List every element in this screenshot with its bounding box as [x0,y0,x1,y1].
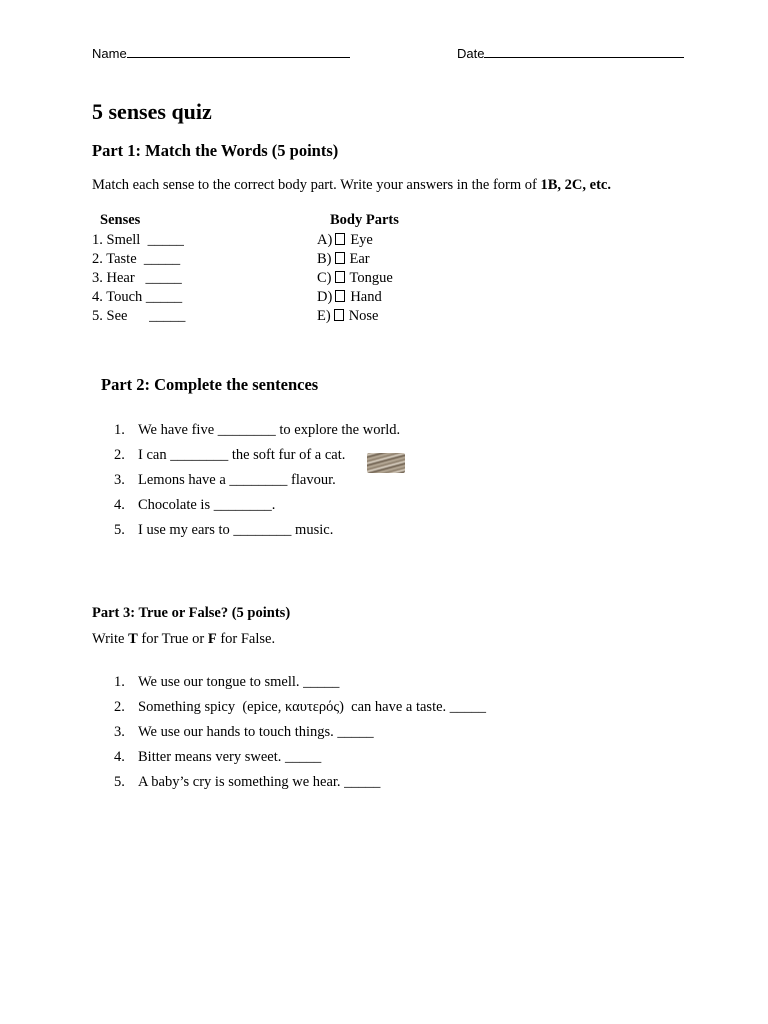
part2-list [92,420,400,545]
body-part-letter: B) [317,251,332,267]
sense-item: 2. Taste _____ [92,251,181,267]
list-item: 3. Lemons have a ________ flavour. [114,472,336,488]
list-item: 1. We have five ________ to explore the world. [114,422,401,438]
list-item: 5. A baby’s cry is something we hear. _____ [114,774,381,790]
statement-text: A baby’s cry is something we hear. _____ [138,774,381,790]
body-part-label: Ear [349,251,370,267]
list-item: 4. Bitter means very sweet. _____ [114,749,322,765]
body-part-item [317,250,393,269]
name-label: Name [92,46,127,61]
body-part-letter: D) [317,289,333,305]
part3-list [92,672,486,797]
date-label: Date [457,46,485,61]
part1-instruction-text: Match each sense to the correct body part. Write your answers in the form of [92,177,541,193]
part3-heading: Part 3: True or False? (5 points) [92,605,291,621]
date-line [484,44,684,58]
date-field[interactable] [457,44,684,61]
part3-instruction [92,631,275,648]
part1-instruction-format: 1B, 2C, etc. [540,177,611,193]
sentence-text: We have five ________ to explore the world. [138,422,401,438]
body-part-label: Tongue [349,270,393,286]
instruction-text: for False. [216,631,276,647]
body-part-item [317,307,393,326]
body-part-item [317,288,393,307]
sense-item: 4. Touch _____ [92,289,183,305]
missing-glyph-icon [335,271,345,283]
senses-list [92,231,185,326]
statement-text: We use our tongue to smell. _____ [138,674,340,690]
quiz-title: 5 senses quiz [92,99,212,124]
body-part-label: Nose [348,308,379,324]
instruction-text: Write [92,631,129,647]
body-part-letter: A) [317,232,333,248]
sense-item: 3. Hear _____ [92,270,182,286]
list-item: 2. I can ________ the soft fur of a cat. [114,447,346,463]
part2-heading: Part 2: Complete the sentences [101,375,319,394]
statement-text: Something spicy (epice, καυτερός) can have a taste. _____ [138,699,487,715]
statement-text: We use our hands to touch things. _____ [138,724,374,740]
body-part-label: Hand [350,289,382,305]
cat-fur-image [367,453,405,473]
body-part-letter: E) [317,308,331,324]
body-parts-list [317,231,393,326]
sense-item: 1. Smell _____ [92,232,184,248]
missing-glyph-icon [335,233,345,245]
part1-heading: Part 1: Match the Words (5 points) [92,141,339,160]
sentence-text: Chocolate is ________. [138,497,276,513]
list-item: 1. We use our tongue to smell. _____ [114,674,340,690]
body-part-item [317,269,393,288]
sentence-text: I use my ears to ________ music. [138,522,334,538]
missing-glyph-icon [335,252,345,264]
body-part-item [317,231,393,250]
list-item: 2. Something spicy (epice, καυτερός) can have a taste. _____ [114,699,487,715]
body-part-letter: C) [317,270,332,286]
statement-text: Bitter means very sweet. _____ [138,749,322,765]
body-part-label: Eye [350,232,373,248]
sentence-text: Lemons have a ________ flavour. [138,472,336,488]
list-item: 3. We use our hands to touch things. _____ [114,724,374,740]
name-field[interactable] [92,44,350,61]
false-letter: F [207,631,217,647]
true-letter: T [128,631,138,647]
body-parts-header: Body Parts [330,212,399,228]
senses-header: Senses [100,212,141,228]
list-item: 4. Chocolate is ________. [114,497,276,513]
missing-glyph-icon [335,290,345,302]
sense-item: 5. See _____ [92,308,186,324]
instruction-text: for True or [137,631,208,647]
sentence-text: I can ________ the soft fur of a cat. [138,447,346,463]
part1-instruction [92,177,611,194]
list-item: 5. I use my ears to ________ music. [114,522,334,538]
name-line [127,44,350,58]
missing-glyph-icon [334,309,344,321]
